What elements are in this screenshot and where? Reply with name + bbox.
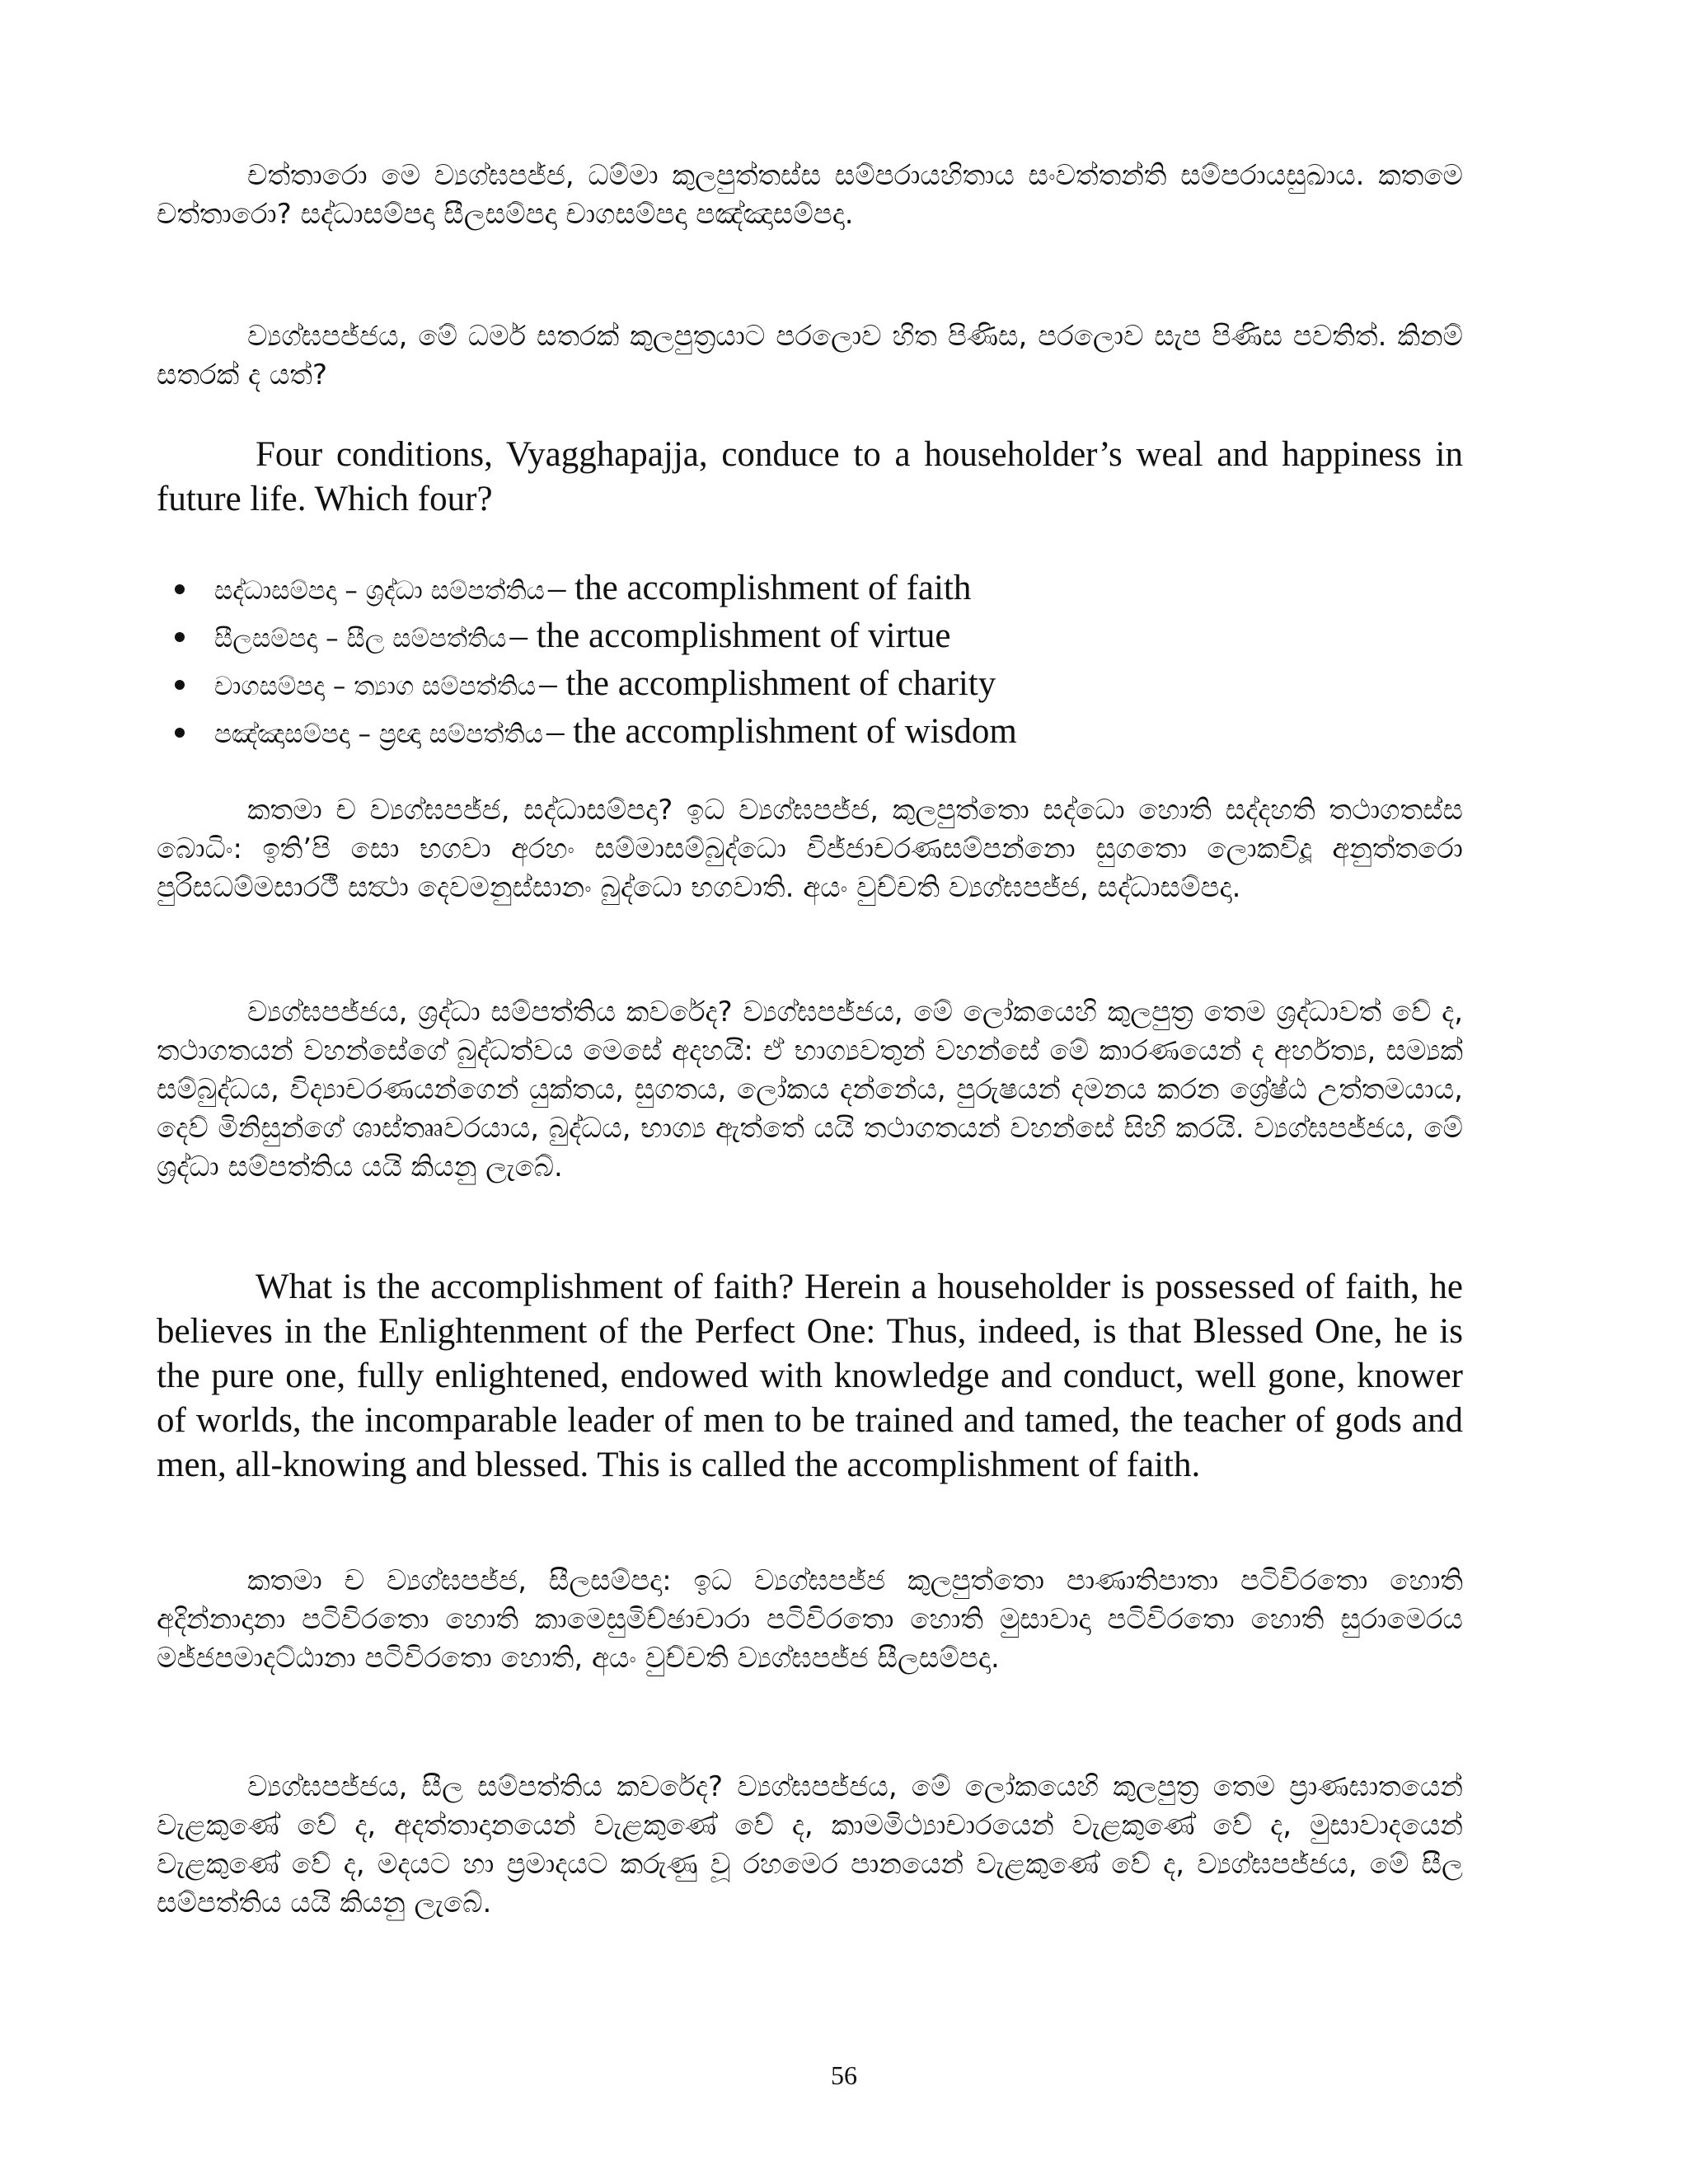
bullet-item-virtue	[157, 612, 1475, 660]
sinhala-paragraph-faith: ව්‍යග්ඝපජ්ජය, ශ්‍රද්ධා සම්පත්තිය කවරේද? ව්‍යග්ඝපජ්ජය, මේ ලෝකයෙහි කුලපුත්‍ර තෙම ශ්‍රද්ධාවත් වේ ද, තථාගතයන් වහන්සේගේ බුද්ධත්වය මෙසේ අදහයි: ඒ භාග්‍යවතුන් වහන්සේ මේ කාරණයෙන් ද අර්හත්‍ය, සම්‍යක් සම්බුද්ධය, විද්‍යාචරණයන්ගෙන් යුක්තය, සුගතය, ලෝකය දන්නේය, පුරුෂයන් දමනය කරන ශ්‍රේෂ්ඨ උත්තමයාය, දෙව් මිනිසුන්ගේ ශාස්තෲවරයාය, බුද්ධය, භාග්‍ය ඇත්තේ යයි තථාගතයන් වහන්සේ සිහි කරයි. ව්‍යග්ඝපජ්ජය, මේ ශ්‍රද්ධා සම්පත්තිය යයි කියනු ලැබේ.	[157, 996, 1463, 1183]
bullet-sinhala-text: පඤ්ඤාසම්පදා – ප්‍රඥා සම්පත්තිය	[214, 719, 543, 749]
english-paragraph-faith: What is the accomplishment of faith? Herein a householder is possessed of faith, he believes in the Enlightenment of the Perfect One: Thus, indeed, is that Blessed One, he is the pure one, fully enlightened, endowed with knowledge and conduct, well gone, knower of worlds, the incomparable leader of men to be trained and tamed, the teacher of gods and men, all-knowing and blessed. This is called the accomplishment of faith.	[157, 1268, 1463, 1484]
bullet-dot-icon	[175, 680, 185, 690]
bullet-dot-icon	[175, 728, 185, 738]
bullet-dot-icon	[175, 632, 185, 642]
sinhala-paragraph-virtue: ව්‍යග්ඝපජ්ජය, සීල සම්පත්තිය කවරේද? ව්‍යග්ඝපජ්ජය, මේ ලෝකයෙහි කුලපුත්‍ර තෙම ප්‍රාණඝාතයෙන් වැළකුණේ වේ ද, අදත්තාදානයෙන් වැළකුණේ වේ ද, කාමමිථ්‍යාචාරයෙන් වැළකුණේ වේ ද, මුසාවාදයෙන් වැළකුණේ වේ ද, මදයට හා ප්‍රමාදයට කරුණු වූ රහමෙර පානයෙන් වැළකුණේ වේ ද, ව්‍යග්ඝපජ්ජය, මේ සීල සම්පත්තිය යයි කියනු ලැබේ.	[157, 1770, 1463, 1919]
bullet-item-charity	[157, 660, 1475, 708]
bullet-item-faith	[157, 565, 1475, 612]
page-number: 56	[831, 2060, 857, 2090]
bullet-sinhala-text: සීලසම්පදා – සීල සම්පත්තිය	[214, 624, 507, 654]
bullet-dot-icon	[175, 584, 185, 594]
english-paragraph-four-conditions: Four conditions, Vyagghapajja, conduce to a householder’s weal and happiness in future life. Which four?	[157, 435, 1463, 518]
bullet-english-text: – the accomplishment of faith	[547, 569, 972, 607]
bullet-sinhala-text: සද්ධාසම්පදා – ශ්‍රද්ධා සම්පත්තිය	[214, 576, 545, 606]
bullet-english-text: – the accomplishment of virtue	[509, 616, 951, 655]
pali-paragraph-four-conditions: චත්තාරො මෙ ව්‍යග්ඝපජ්ජ, ධම්මා කුලපුත්තස්ස සම්පරායහිතාය සංවත්තන්ති සම්පරායසුඛාය. කතමෙ චත්තාරො? සද්ධාසම්පදා සීලසම්පදා චාගසම්පදා පඤ්ඤාසම්පදා.	[157, 159, 1463, 231]
conditions-bullet-list	[157, 565, 1475, 756]
bullet-sinhala-text: චාගසම්පදා – ත්‍යාග සම්පත්තිය	[214, 672, 537, 701]
pali-paragraph-faith: කතමා ච ව්‍යග්ඝපජ්ජ, සද්ධාසම්පදා? ඉධ ව්‍යග්ඝපජ්ජ, කුලපුත්තො සද්ධො හොති සද්දහති තථාගතස්ස බොධිං: ඉති’පි සො භගවා අරහං සම්මාසම්බුද්ධො විජ්ජාචරණසම්පන්නො සුගතො ලොකවිදූ අනුත්තරො පුරිසධම්මසාරථී සත්‍ථා දෙවමනුස්සානං බුද්ධො භගවාති. අයං වුච්චති ව්‍යග්ඝපජ්ජ, සද්ධාසම්පදා.	[157, 794, 1463, 904]
bullet-item-wisdom	[157, 708, 1475, 756]
pali-paragraph-virtue: කතමා ච ව්‍යග්ඝපජ්ජ, සීලසම්පදා: ඉධ ව්‍යග්ඝපජ්ජ කුලපුත්තො පාණාතිපාතා පටිවිරතො හොති අදින්නාදානා පටිවිරතො හොති කාමෙසුමිච්ඡාචාරා පටිවිරතො හොති මුසාවාදා පටිවිරතො හොති සුරාමෙරය මජ්ජපමාදට්ඨානා පටිවිරතො හොති, අයං වුච්චති ව්‍යග්ඝපජ්ජ සීලසම්පදා.	[157, 1564, 1463, 1675]
bullet-english-text: – the accomplishment of wisdom	[546, 712, 1017, 751]
bullet-english-text: – the accomplishment of charity	[539, 664, 996, 703]
sinhala-paragraph-four-conditions: ව්‍යග්ඝපජ්ජය, මේ ධර්ම සතරක් කුලපුත්‍රයාට පරලොව හිත පිණිස, පරලොව සැප පිණිස පවතිත්. කිනම් සතරක් ද යත්?	[157, 320, 1463, 391]
